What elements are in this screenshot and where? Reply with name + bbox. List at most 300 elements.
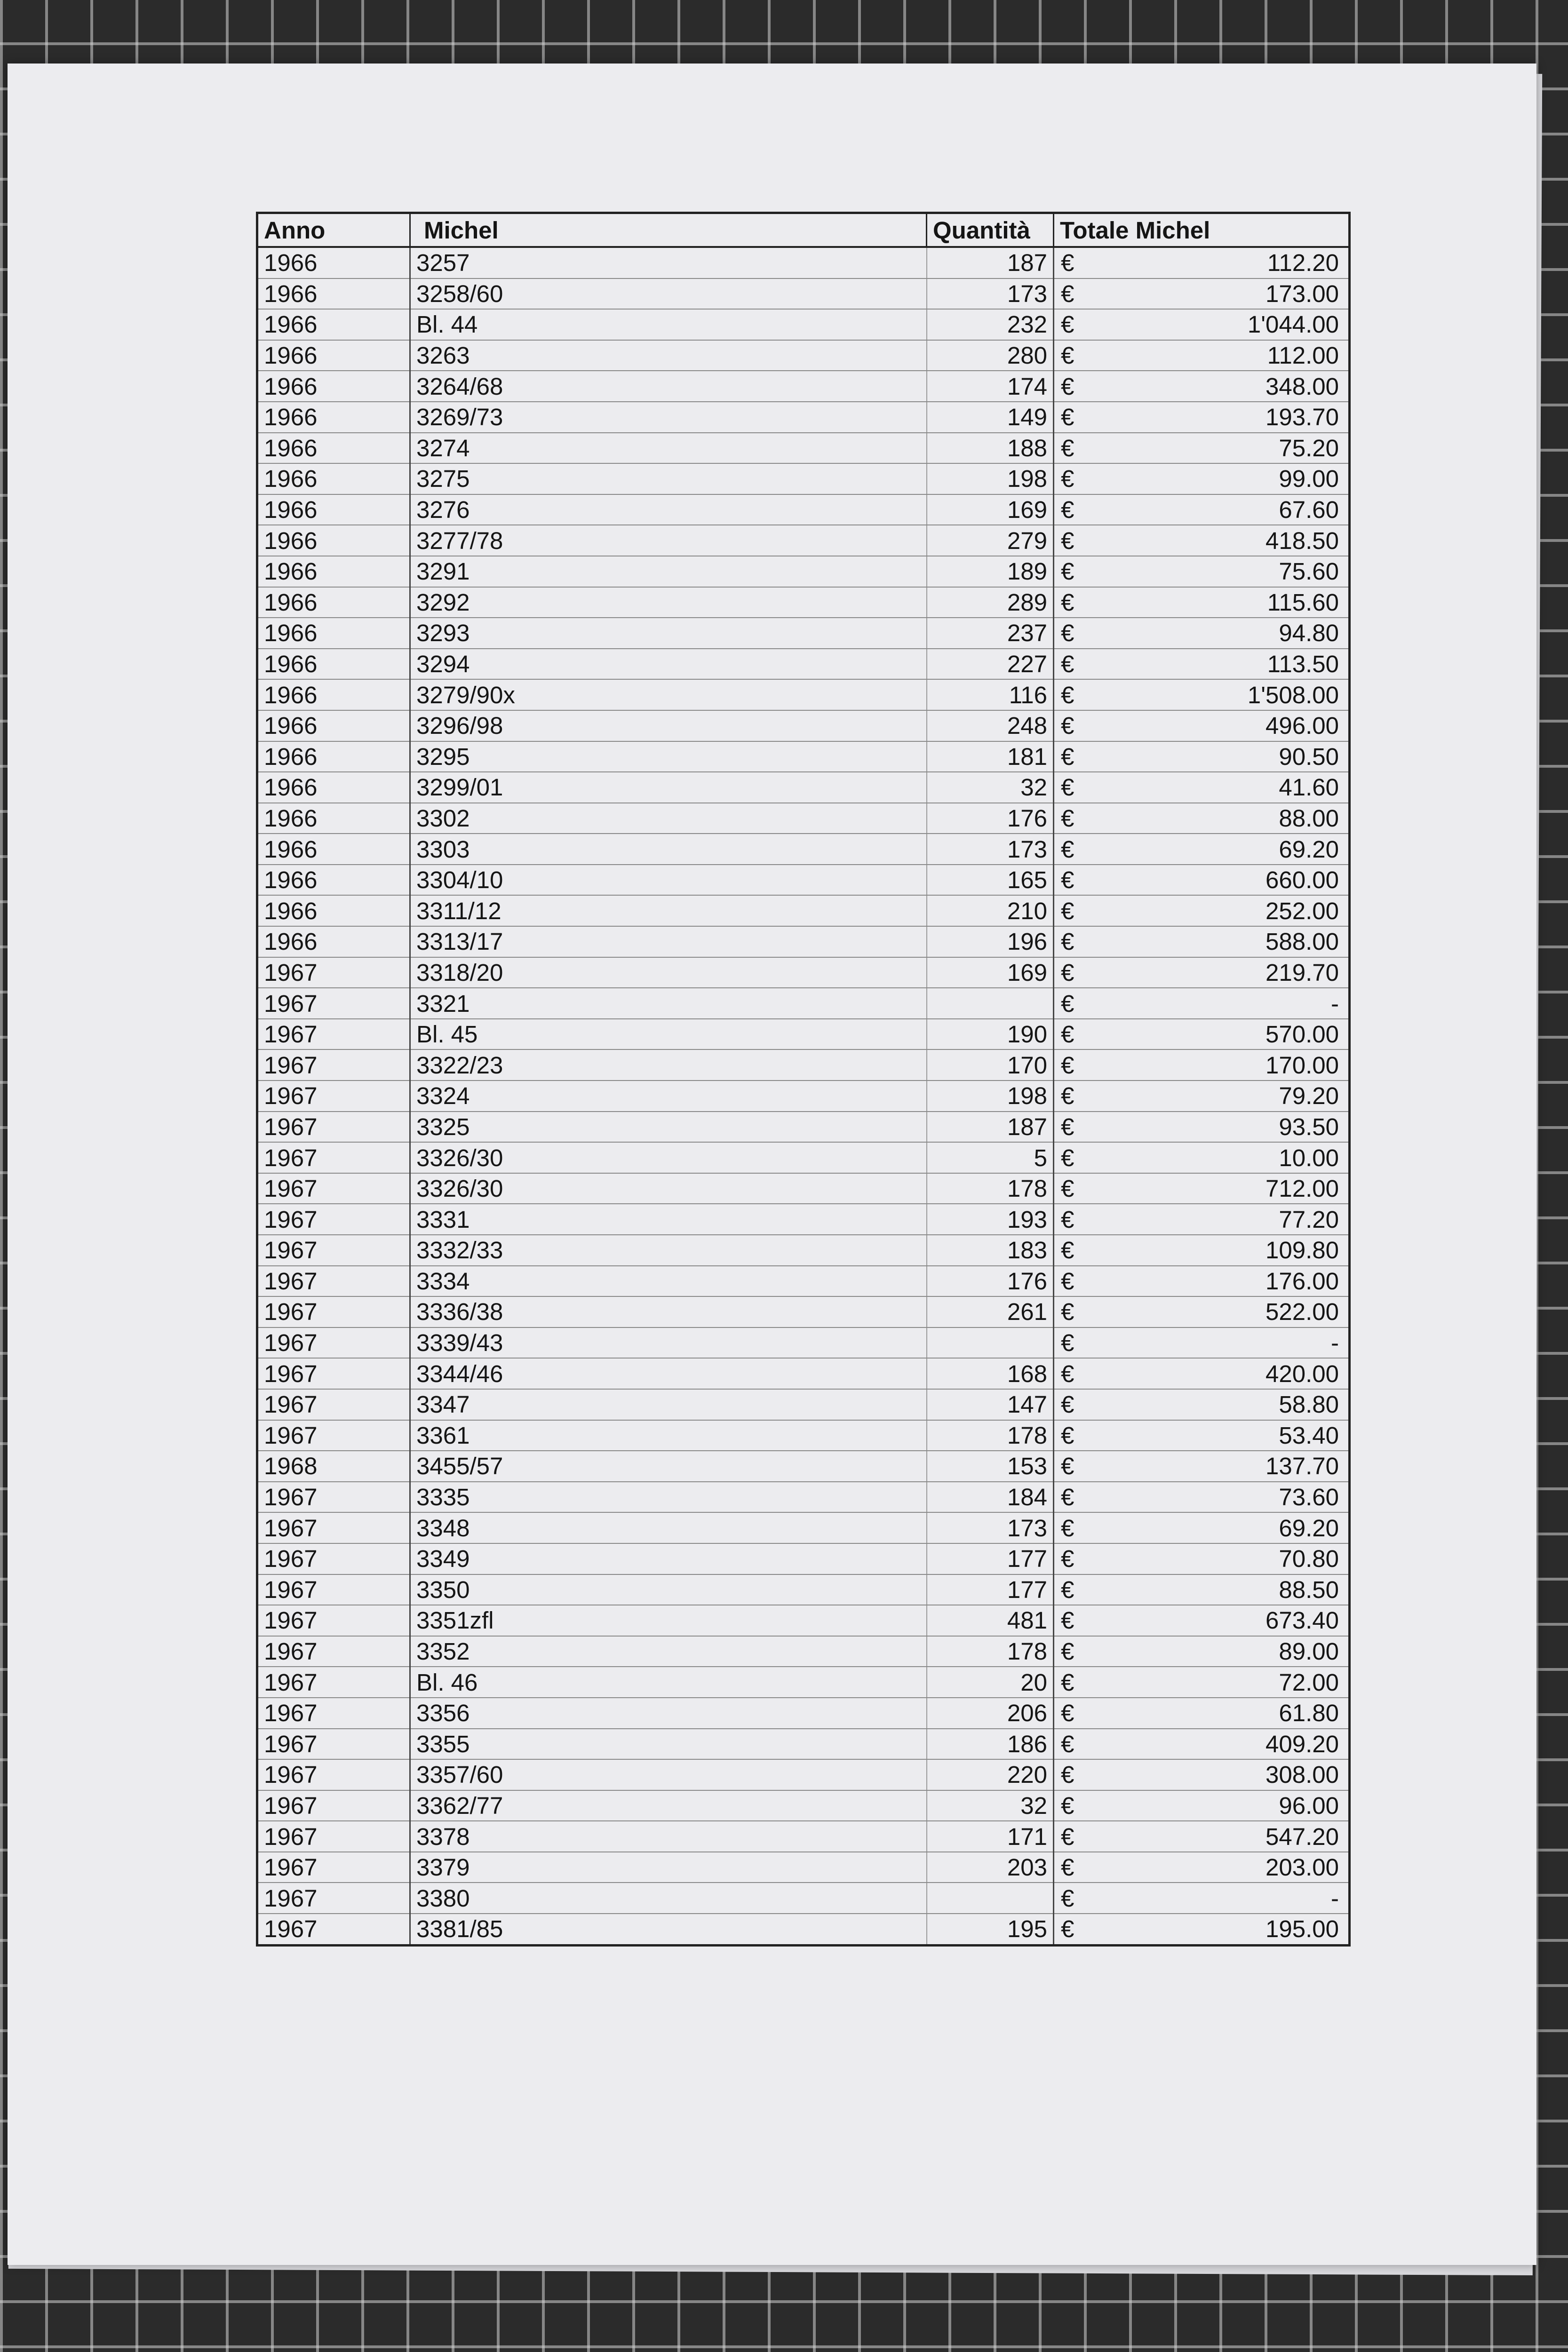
- table-body: [257, 247, 1350, 1945]
- cell-michel: Bl. 44: [410, 309, 927, 340]
- cell-quantita: 227: [927, 649, 1054, 680]
- cell-quantita: 187: [927, 247, 1054, 278]
- cell-quantita: 178: [927, 1420, 1054, 1451]
- cell-quantita: 20: [927, 1667, 1054, 1698]
- cell-totale: 308.00: [1096, 1759, 1350, 1790]
- cell-michel: 3274: [410, 433, 927, 464]
- cell-quantita: 177: [927, 1574, 1054, 1605]
- cell-michel: 3269/73: [410, 402, 927, 433]
- table-row: [257, 1420, 1350, 1451]
- cell-totale: 418.50: [1096, 525, 1350, 556]
- cell-totale: -: [1096, 988, 1350, 1019]
- cell-currency: €: [1054, 309, 1096, 340]
- cell-currency: €: [1054, 1420, 1096, 1451]
- cell-quantita: 203: [927, 1852, 1054, 1883]
- cell-anno: 1967: [257, 1821, 410, 1852]
- cell-anno: 1967: [257, 1759, 410, 1790]
- cell-currency: €: [1054, 679, 1096, 710]
- cell-anno: 1967: [257, 957, 410, 988]
- cell-anno: 1967: [257, 1112, 410, 1143]
- cell-michel: 3347: [410, 1389, 927, 1420]
- cell-quantita: 187: [927, 1112, 1054, 1143]
- cell-anno: 1966: [257, 834, 410, 865]
- cell-michel: 3293: [410, 618, 927, 649]
- cell-anno: 1967: [257, 1266, 410, 1297]
- cell-michel: 3357/60: [410, 1759, 927, 1790]
- cell-anno: 1966: [257, 247, 410, 278]
- cell-currency: €: [1054, 772, 1096, 803]
- header-row: [257, 213, 1350, 247]
- cell-anno: 1966: [257, 525, 410, 556]
- cell-currency: €: [1054, 1112, 1096, 1143]
- cell-quantita: 280: [927, 340, 1054, 371]
- cell-currency: €: [1054, 1081, 1096, 1112]
- cell-currency: €: [1054, 649, 1096, 680]
- cell-anno: 1966: [257, 587, 410, 618]
- table-row: [257, 1512, 1350, 1543]
- table-row: [257, 1821, 1350, 1852]
- cell-currency: €: [1054, 1235, 1096, 1266]
- cell-michel: 3334: [410, 1266, 927, 1297]
- cell-totale: 10.00: [1096, 1142, 1350, 1173]
- cell-michel: 3279/90x: [410, 679, 927, 710]
- table-row: [257, 587, 1350, 618]
- cell-michel: 3291: [410, 556, 927, 587]
- table-row: [257, 710, 1350, 741]
- table-row: [257, 1049, 1350, 1081]
- cell-michel: 3355: [410, 1729, 927, 1760]
- cell-currency: €: [1054, 1512, 1096, 1543]
- cell-quantita: 32: [927, 1790, 1054, 1821]
- table-row: [257, 895, 1350, 926]
- cell-anno: 1967: [257, 1049, 410, 1081]
- cell-anno: 1967: [257, 1142, 410, 1173]
- cell-michel: 3324: [410, 1081, 927, 1112]
- cell-totale: 712.00: [1096, 1173, 1350, 1204]
- cell-michel: 3335: [410, 1482, 927, 1513]
- cell-currency: €: [1054, 1049, 1096, 1081]
- cell-quantita: 176: [927, 803, 1054, 834]
- cell-michel: 3350: [410, 1574, 927, 1605]
- cell-totale: 112.20: [1096, 247, 1350, 278]
- table-row: [257, 1759, 1350, 1790]
- cell-anno: 1967: [257, 1482, 410, 1513]
- cell-quantita: 177: [927, 1543, 1054, 1574]
- header-quantita: Quantità: [927, 213, 1054, 247]
- cell-totale: 69.20: [1096, 1512, 1350, 1543]
- cell-quantita: 481: [927, 1605, 1054, 1636]
- table-row: [257, 988, 1350, 1019]
- cell-totale: -: [1096, 1883, 1350, 1914]
- cell-totale: 41.60: [1096, 772, 1350, 803]
- cell-anno: 1966: [257, 710, 410, 741]
- cell-michel: 3264/68: [410, 371, 927, 402]
- cell-quantita: 171: [927, 1821, 1054, 1852]
- cell-michel: 3344/46: [410, 1358, 927, 1389]
- table-row: [257, 649, 1350, 680]
- cell-currency: €: [1054, 371, 1096, 402]
- table-row: [257, 463, 1350, 494]
- cell-anno: 1967: [257, 1636, 410, 1667]
- cell-totale: 348.00: [1096, 371, 1350, 402]
- cell-anno: 1966: [257, 618, 410, 649]
- table-row: [257, 1296, 1350, 1327]
- cell-michel: 3348: [410, 1512, 927, 1543]
- cell-currency: €: [1054, 463, 1096, 494]
- cell-totale: 89.00: [1096, 1636, 1350, 1667]
- cell-anno: 1966: [257, 926, 410, 957]
- cell-anno: 1967: [257, 1729, 410, 1760]
- cell-michel: 3321: [410, 988, 927, 1019]
- cell-anno: 1967: [257, 1574, 410, 1605]
- cell-totale: 1'508.00: [1096, 679, 1350, 710]
- cell-currency: €: [1054, 247, 1096, 278]
- cell-michel: 3294: [410, 649, 927, 680]
- cell-currency: €: [1054, 618, 1096, 649]
- cell-anno: 1967: [257, 1914, 410, 1945]
- table-row: [257, 1883, 1350, 1914]
- cell-michel: 3275: [410, 463, 927, 494]
- cell-michel: 3326/30: [410, 1142, 927, 1173]
- cell-currency: €: [1054, 1266, 1096, 1297]
- cell-anno: 1966: [257, 556, 410, 587]
- cell-totale: 72.00: [1096, 1667, 1350, 1698]
- cell-quantita: 149: [927, 402, 1054, 433]
- cell-totale: -: [1096, 1327, 1350, 1359]
- cell-totale: 176.00: [1096, 1266, 1350, 1297]
- cell-quantita: [927, 1327, 1054, 1359]
- cell-totale: 96.00: [1096, 1790, 1350, 1821]
- cell-anno: 1967: [257, 1790, 410, 1821]
- cell-currency: €: [1054, 741, 1096, 772]
- cell-anno: 1966: [257, 772, 410, 803]
- cell-anno: 1967: [257, 1327, 410, 1359]
- cell-currency: €: [1054, 1821, 1096, 1852]
- cell-michel: 3276: [410, 494, 927, 525]
- cell-currency: €: [1054, 1451, 1096, 1482]
- cell-michel: 3277/78: [410, 525, 927, 556]
- cell-michel: 3349: [410, 1543, 927, 1574]
- cell-quantita: 168: [927, 1358, 1054, 1389]
- table-row: [257, 741, 1350, 772]
- cell-anno: 1967: [257, 1358, 410, 1389]
- cell-totale: 75.20: [1096, 433, 1350, 464]
- cell-currency: €: [1054, 957, 1096, 988]
- cell-michel: 3331: [410, 1204, 927, 1235]
- cell-anno: 1967: [257, 1173, 410, 1204]
- cell-totale: 660.00: [1096, 865, 1350, 896]
- cell-currency: €: [1054, 1667, 1096, 1698]
- cell-totale: 73.60: [1096, 1482, 1350, 1513]
- cell-quantita: 188: [927, 433, 1054, 464]
- cell-totale: 93.50: [1096, 1112, 1350, 1143]
- table-row: [257, 1543, 1350, 1574]
- cell-quantita: 289: [927, 587, 1054, 618]
- cell-anno: 1967: [257, 1389, 410, 1420]
- cell-totale: 94.80: [1096, 618, 1350, 649]
- table-row: [257, 926, 1350, 957]
- cell-totale: 90.50: [1096, 741, 1350, 772]
- cell-anno: 1967: [257, 1019, 410, 1050]
- cell-totale: 195.00: [1096, 1914, 1350, 1945]
- cell-anno: 1966: [257, 463, 410, 494]
- cell-anno: 1967: [257, 1852, 410, 1883]
- cell-quantita: 220: [927, 1759, 1054, 1790]
- cell-anno: 1966: [257, 741, 410, 772]
- cell-quantita: [927, 988, 1054, 1019]
- cell-michel: 3313/17: [410, 926, 927, 957]
- cell-michel: 3378: [410, 1821, 927, 1852]
- cell-totale: 219.70: [1096, 957, 1350, 988]
- cell-anno: 1966: [257, 371, 410, 402]
- cell-quantita: 189: [927, 556, 1054, 587]
- cell-currency: €: [1054, 1173, 1096, 1204]
- cell-quantita: 279: [927, 525, 1054, 556]
- table-row: [257, 1451, 1350, 1482]
- cell-quantita: 190: [927, 1019, 1054, 1050]
- cell-michel: 3379: [410, 1852, 927, 1883]
- cell-quantita: 210: [927, 895, 1054, 926]
- stamp-inventory-table: [256, 212, 1351, 1947]
- cell-totale: 113.50: [1096, 649, 1350, 680]
- cell-michel: 3356: [410, 1698, 927, 1729]
- cell-currency: €: [1054, 1389, 1096, 1420]
- cell-michel: Bl. 46: [410, 1667, 927, 1698]
- cell-michel: 3380: [410, 1883, 927, 1914]
- table-row: [257, 1112, 1350, 1143]
- cell-totale: 70.80: [1096, 1543, 1350, 1574]
- cell-michel: 3318/20: [410, 957, 927, 988]
- cell-quantita: 173: [927, 278, 1054, 310]
- cell-quantita: 184: [927, 1482, 1054, 1513]
- cell-michel: 3351zfl: [410, 1605, 927, 1636]
- cell-currency: €: [1054, 556, 1096, 587]
- cell-quantita: 178: [927, 1173, 1054, 1204]
- cell-michel: 3352: [410, 1636, 927, 1667]
- table-row: [257, 865, 1350, 896]
- cell-quantita: 153: [927, 1451, 1054, 1482]
- cell-anno: 1967: [257, 1667, 410, 1698]
- table-row: [257, 1081, 1350, 1112]
- cell-currency: €: [1054, 1142, 1096, 1173]
- cell-michel: 3263: [410, 340, 927, 371]
- cell-quantita: 206: [927, 1698, 1054, 1729]
- table-row: [257, 1389, 1350, 1420]
- cell-currency: €: [1054, 895, 1096, 926]
- cell-quantita: 198: [927, 463, 1054, 494]
- cell-anno: 1968: [257, 1451, 410, 1482]
- cell-quantita: 196: [927, 926, 1054, 957]
- cell-anno: 1966: [257, 433, 410, 464]
- cell-totale: 88.00: [1096, 803, 1350, 834]
- table-row: [257, 1142, 1350, 1173]
- cell-anno: 1966: [257, 865, 410, 896]
- cell-michel: 3302: [410, 803, 927, 834]
- header-totale-michel: Totale Michel: [1054, 213, 1350, 247]
- cell-anno: 1967: [257, 1698, 410, 1729]
- cell-quantita: [927, 1883, 1054, 1914]
- cell-michel: 3325: [410, 1112, 927, 1143]
- cell-totale: 137.70: [1096, 1451, 1350, 1482]
- cell-anno: 1967: [257, 1420, 410, 1451]
- cell-michel: 3296/98: [410, 710, 927, 741]
- table-row: [257, 679, 1350, 710]
- cell-totale: 69.20: [1096, 834, 1350, 865]
- cell-quantita: 169: [927, 494, 1054, 525]
- cell-totale: 67.60: [1096, 494, 1350, 525]
- cell-currency: €: [1054, 1543, 1096, 1574]
- cell-anno: 1967: [257, 1204, 410, 1235]
- table-row: [257, 309, 1350, 340]
- cell-michel: 3311/12: [410, 895, 927, 926]
- cell-anno: 1966: [257, 679, 410, 710]
- cell-michel: 3304/10: [410, 865, 927, 896]
- cell-totale: 75.60: [1096, 556, 1350, 587]
- cell-totale: 53.40: [1096, 1420, 1350, 1451]
- cell-currency: €: [1054, 1636, 1096, 1667]
- table-row: [257, 1173, 1350, 1204]
- table-row: [257, 957, 1350, 988]
- cell-currency: €: [1054, 803, 1096, 834]
- cell-totale: 88.50: [1096, 1574, 1350, 1605]
- cell-quantita: 170: [927, 1049, 1054, 1081]
- cell-currency: €: [1054, 988, 1096, 1019]
- cell-anno: 1966: [257, 309, 410, 340]
- cell-quantita: 237: [927, 618, 1054, 649]
- cell-totale: 409.20: [1096, 1729, 1350, 1760]
- table-row: [257, 525, 1350, 556]
- cell-currency: €: [1054, 587, 1096, 618]
- cell-quantita: 195: [927, 1914, 1054, 1945]
- cell-totale: 588.00: [1096, 926, 1350, 957]
- cell-totale: 61.80: [1096, 1698, 1350, 1729]
- cell-totale: 115.60: [1096, 587, 1350, 618]
- cell-michel: 3322/23: [410, 1049, 927, 1081]
- table-row: [257, 1852, 1350, 1883]
- cell-michel: 3455/57: [410, 1451, 927, 1482]
- cell-currency: €: [1054, 1790, 1096, 1821]
- cell-currency: €: [1054, 1605, 1096, 1636]
- cell-totale: 547.20: [1096, 1821, 1350, 1852]
- cell-currency: €: [1054, 834, 1096, 865]
- cell-michel: 3339/43: [410, 1327, 927, 1359]
- table-row: [257, 247, 1350, 278]
- cell-currency: €: [1054, 340, 1096, 371]
- cell-quantita: 186: [927, 1729, 1054, 1760]
- cell-totale: 58.80: [1096, 1389, 1350, 1420]
- table-row: [257, 772, 1350, 803]
- cell-currency: €: [1054, 1883, 1096, 1914]
- cell-currency: €: [1054, 1019, 1096, 1050]
- cell-michel: 3332/33: [410, 1235, 927, 1266]
- cell-anno: 1967: [257, 988, 410, 1019]
- table-row: [257, 433, 1350, 464]
- cell-anno: 1967: [257, 1296, 410, 1327]
- table-row: [257, 371, 1350, 402]
- cell-anno: 1966: [257, 340, 410, 371]
- table-row: [257, 1914, 1350, 1945]
- cell-michel: 3257: [410, 247, 927, 278]
- cell-currency: €: [1054, 494, 1096, 525]
- cell-currency: €: [1054, 865, 1096, 896]
- cell-currency: €: [1054, 1358, 1096, 1389]
- cell-michel: 3361: [410, 1420, 927, 1451]
- cell-currency: €: [1054, 1852, 1096, 1883]
- cell-totale: 496.00: [1096, 710, 1350, 741]
- header-anno: Anno: [257, 213, 410, 247]
- cell-quantita: 174: [927, 371, 1054, 402]
- table-row: [257, 803, 1350, 834]
- cell-totale: 109.80: [1096, 1235, 1350, 1266]
- cell-quantita: 173: [927, 1512, 1054, 1543]
- table-row: [257, 494, 1350, 525]
- cell-currency: €: [1054, 1729, 1096, 1760]
- cell-anno: 1966: [257, 278, 410, 310]
- cell-totale: 77.20: [1096, 1204, 1350, 1235]
- cell-michel: Bl. 45: [410, 1019, 927, 1050]
- cell-quantita: 173: [927, 834, 1054, 865]
- cell-michel: 3292: [410, 587, 927, 618]
- cell-anno: 1967: [257, 1235, 410, 1266]
- cell-anno: 1967: [257, 1512, 410, 1543]
- table-row: [257, 1204, 1350, 1235]
- cell-currency: €: [1054, 1204, 1096, 1235]
- cell-currency: €: [1054, 1698, 1096, 1729]
- cell-totale: 570.00: [1096, 1019, 1350, 1050]
- cell-anno: 1967: [257, 1081, 410, 1112]
- table-row: [257, 1574, 1350, 1605]
- cell-currency: €: [1054, 1574, 1096, 1605]
- cell-quantita: 147: [927, 1389, 1054, 1420]
- cell-quantita: 261: [927, 1296, 1054, 1327]
- table-row: [257, 1327, 1350, 1359]
- table-row: [257, 1729, 1350, 1760]
- cell-currency: €: [1054, 1482, 1096, 1513]
- cell-anno: 1966: [257, 649, 410, 680]
- cell-totale: 203.00: [1096, 1852, 1350, 1883]
- cell-quantita: 32: [927, 772, 1054, 803]
- table-row: [257, 402, 1350, 433]
- cell-quantita: 176: [927, 1266, 1054, 1297]
- table-row: [257, 1698, 1350, 1729]
- cell-quantita: 169: [927, 957, 1054, 988]
- cell-michel: 3303: [410, 834, 927, 865]
- table-row: [257, 618, 1350, 649]
- cell-totale: 673.40: [1096, 1605, 1350, 1636]
- cell-currency: €: [1054, 1327, 1096, 1359]
- cell-quantita: 183: [927, 1235, 1054, 1266]
- cell-anno: 1967: [257, 1543, 410, 1574]
- cell-currency: €: [1054, 278, 1096, 310]
- cell-michel: 3258/60: [410, 278, 927, 310]
- header-michel: Michel: [410, 213, 927, 247]
- cell-currency: €: [1054, 926, 1096, 957]
- cell-quantita: 178: [927, 1636, 1054, 1667]
- table-row: [257, 1605, 1350, 1636]
- table-header: [257, 213, 1350, 247]
- cell-currency: €: [1054, 710, 1096, 741]
- cell-quantita: 248: [927, 710, 1054, 741]
- table-row: [257, 1790, 1350, 1821]
- table-row: [257, 278, 1350, 310]
- cell-michel: 3299/01: [410, 772, 927, 803]
- cell-currency: €: [1054, 402, 1096, 433]
- cell-michel: 3362/77: [410, 1790, 927, 1821]
- cell-quantita: 198: [927, 1081, 1054, 1112]
- table-row: [257, 1019, 1350, 1050]
- cell-quantita: 5: [927, 1142, 1054, 1173]
- cell-totale: 99.00: [1096, 463, 1350, 494]
